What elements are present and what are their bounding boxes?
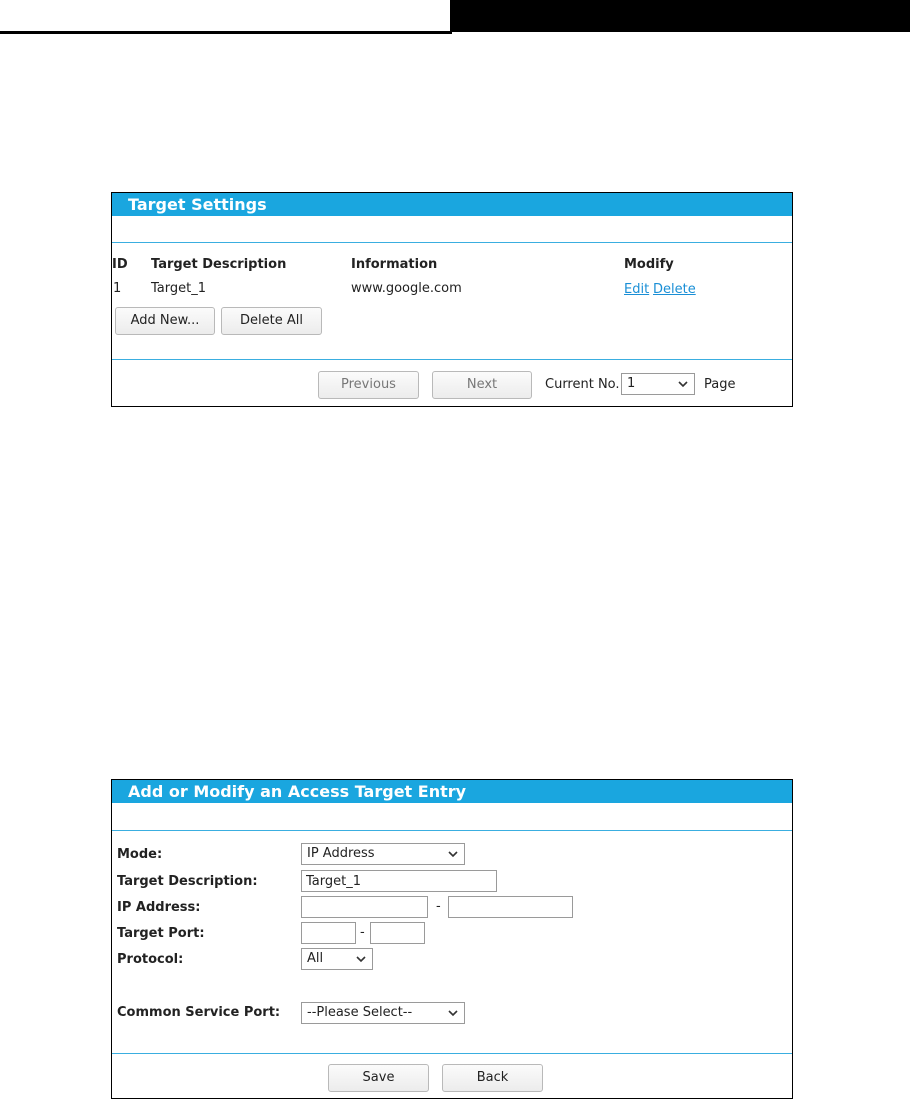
top-rule	[0, 31, 452, 34]
delete-link[interactable]: Delete	[653, 282, 696, 297]
target-port-end-input[interactable]	[370, 922, 425, 944]
port-range-separator: -	[360, 925, 365, 940]
entry-form-title: Add or Modify an Access Target Entry	[112, 780, 792, 803]
page-label: Page	[704, 377, 736, 392]
back-button[interactable]: Back	[442, 1064, 543, 1092]
add-new-button[interactable]: Add New...	[115, 307, 215, 335]
ip-address-start-input[interactable]	[301, 896, 428, 918]
target-settings-title: Target Settings	[112, 193, 792, 216]
protocol-select-value: All	[307, 951, 324, 966]
target-port-start-input[interactable]	[301, 922, 356, 944]
ip-range-separator: -	[436, 899, 441, 914]
column-header-information: Information	[351, 257, 438, 272]
protocol-select[interactable]	[301, 948, 373, 970]
ip-address-end-input[interactable]	[448, 896, 573, 918]
page-select-value: 1	[627, 376, 636, 391]
delete-all-button[interactable]: Delete All	[221, 307, 322, 335]
save-button[interactable]: Save	[328, 1064, 429, 1092]
ip-address-label: IP Address:	[117, 900, 201, 915]
divider	[112, 242, 792, 243]
common-service-port-select[interactable]	[301, 1002, 465, 1024]
column-header-id: ID	[112, 257, 128, 272]
divider	[112, 359, 792, 360]
target-description-input[interactable]	[301, 870, 497, 892]
mode-select[interactable]	[301, 843, 465, 865]
protocol-label: Protocol:	[117, 952, 184, 967]
common-service-port-label: Common Service Port:	[117, 1005, 281, 1020]
target-port-label: Target Port:	[117, 926, 205, 941]
mode-label: Mode:	[117, 847, 163, 862]
divider	[112, 1053, 792, 1054]
target-description-label: Target Description:	[117, 874, 258, 889]
chevron-down-icon	[356, 953, 366, 965]
column-header-description: Target Description	[151, 257, 287, 272]
divider	[112, 830, 792, 831]
previous-button[interactable]: Previous	[318, 371, 419, 399]
common-service-port-value: --Please Select--	[307, 1005, 413, 1020]
access-target-entry-panel	[111, 779, 793, 1099]
row-id: 1	[113, 281, 122, 296]
chevron-down-icon	[448, 1007, 458, 1019]
chevron-down-icon	[448, 848, 458, 860]
target-settings-panel	[111, 192, 793, 407]
mode-select-value: IP Address	[307, 846, 375, 861]
current-no-label: Current No.	[545, 377, 620, 392]
chevron-down-icon	[678, 378, 688, 390]
edit-link[interactable]: Edit	[624, 282, 650, 297]
top-black-band	[450, 0, 910, 32]
row-description: Target_1	[151, 281, 206, 296]
next-button[interactable]: Next	[432, 371, 532, 399]
row-information: www.google.com	[351, 281, 462, 296]
page-select[interactable]	[621, 373, 695, 395]
column-header-modify: Modify	[624, 257, 674, 272]
